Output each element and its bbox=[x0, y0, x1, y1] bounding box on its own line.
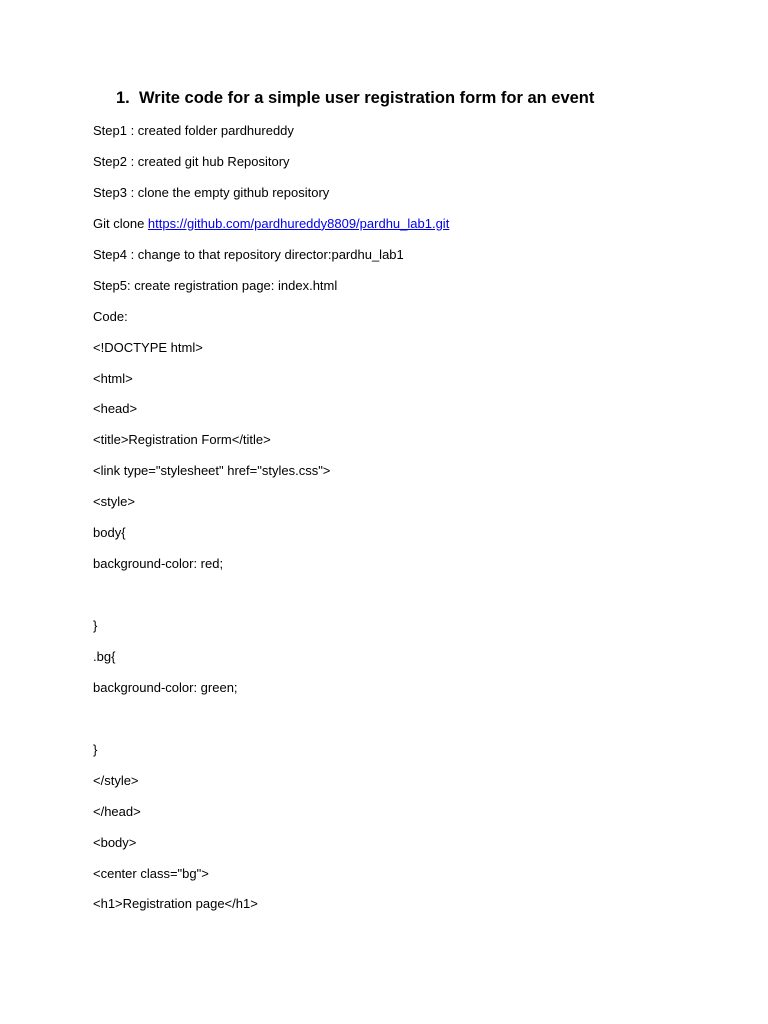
git-clone-line bbox=[93, 213, 713, 235]
step2-line: Step2 : created git hub Repository bbox=[93, 153, 290, 169]
heading-text: Write code for a simple user registration form for an event bbox=[139, 89, 595, 107]
section-heading bbox=[116, 86, 594, 110]
step3-line: Step3 : clone the empty github repository bbox=[93, 184, 330, 200]
code-line: <link type="stylesheet" href="styles.css"> bbox=[93, 463, 331, 479]
code-line: <!DOCTYPE html> bbox=[93, 339, 203, 355]
code-line: </head> bbox=[93, 803, 141, 819]
blank-line bbox=[93, 584, 713, 606]
code-line: <html> bbox=[93, 370, 133, 386]
code-line: <body> bbox=[93, 834, 137, 850]
git-clone-prefix: Git clone bbox=[93, 215, 148, 231]
repository-link[interactable]: https://github.com/pardhureddy8809/pardhu_lab1.git bbox=[147, 215, 450, 231]
code-line: background-color: green; bbox=[93, 679, 238, 695]
document-body bbox=[93, 120, 713, 924]
code-line: </style> bbox=[93, 772, 139, 788]
step1-line: Step1 : created folder pardhureddy bbox=[93, 123, 294, 138]
code-line: <title>Registration Form</title> bbox=[93, 432, 271, 448]
step5-line: Step5: create registration page: index.html bbox=[93, 277, 338, 293]
blank-line bbox=[93, 708, 713, 730]
code-line: } bbox=[93, 741, 98, 757]
code-line: .bg{ bbox=[93, 648, 116, 664]
code-label: Code: bbox=[93, 308, 128, 324]
code-line: } bbox=[93, 618, 98, 633]
code-line: body{ bbox=[93, 525, 126, 541]
code-line: <h1>Registration page</h1> bbox=[93, 896, 258, 912]
code-line: <center class="bg"> bbox=[93, 865, 209, 881]
code-line: background-color: red; bbox=[93, 556, 224, 572]
code-line: <head> bbox=[93, 401, 138, 417]
heading-number: 1. bbox=[116, 89, 130, 107]
code-line: <style> bbox=[93, 494, 135, 510]
step4-line: Step4 : change to that repository director:pardhu_lab1 bbox=[93, 246, 404, 262]
